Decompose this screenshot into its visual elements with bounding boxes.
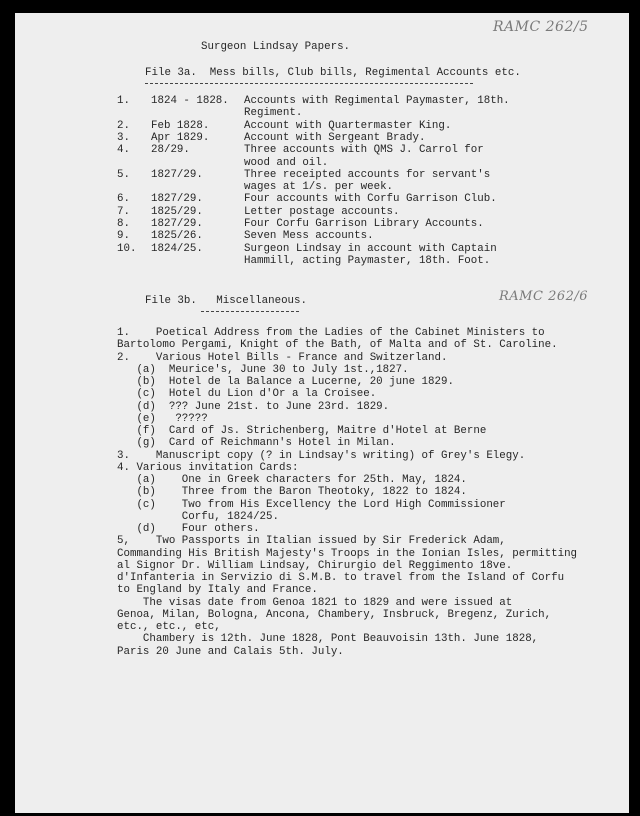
file-3b-line: 4. Various invitation Cards: <box>117 461 299 474</box>
file-3b-line: d'Infanteria in Servizio di S.M.B. to travel from the Island of Corfu <box>117 572 565 584</box>
item-number: 5. <box>117 168 130 181</box>
file-3b-line: al Signor Dr. William Lindsay, Chirurgio del Reggimento 18ve. <box>117 559 513 572</box>
file-3b-line: (d) Four others. <box>117 523 260 535</box>
item-number: 6. <box>117 193 130 206</box>
file-3b-line: (a) One in Greek characters for 25th. May, 1824. <box>117 474 467 486</box>
file-3b-line: etc., etc., etc, <box>117 621 221 633</box>
item-number: 1. <box>117 95 130 107</box>
file-3b-line: to England by Italy and France. <box>117 584 318 597</box>
file-3b-line: 3. Manuscript copy (? in Lindsay's writing) of Grey's Elegy. <box>117 449 526 462</box>
file-3b-line: Chambery is 12th. June 1828, Pont Beauvoisin 13th. June 1828, <box>117 633 539 646</box>
item-date: 28/29. <box>151 144 190 157</box>
item-number: 10. <box>117 242 137 255</box>
file-3b-heading: File 3b. Miscellaneous. <box>145 295 307 307</box>
item-description: Account with Sergeant Brady. <box>244 131 426 144</box>
item-number: 2. <box>117 119 130 132</box>
document-title: Surgeon Lindsay Papers. <box>201 41 351 53</box>
file-3b-underline <box>201 311 299 312</box>
item-description: Four Corfu Garrison Library Accounts. <box>244 218 484 230</box>
item-number: 8. <box>117 218 130 230</box>
document-page <box>15 13 629 813</box>
item-description: Regiment. <box>244 107 303 120</box>
item-description: Seven Mess accounts. <box>244 230 374 243</box>
item-number: 3. <box>117 131 130 144</box>
item-date: 1827/29. <box>151 193 203 206</box>
item-date: 1825/29. <box>151 205 203 218</box>
item-date: Apr 1829. <box>151 131 210 144</box>
item-number: 7. <box>117 205 130 218</box>
file-3b-line: (f) Card of Js. Strichenberg, Maitre d'Hotel at Berne <box>117 425 487 437</box>
file-3b-line: Bartolomo Pergami, Knight of the Bath, of Malta and of St. Caroline. <box>117 339 558 352</box>
item-date: Feb 1828. <box>151 119 210 132</box>
item-description: Letter postage accounts. <box>244 205 400 218</box>
item-number: 9. <box>117 230 130 243</box>
item-date: 1827/29. <box>151 168 203 181</box>
item-date: 1825/26. <box>151 230 203 243</box>
file-3b-line: Corfu, 1824/25. <box>117 510 279 523</box>
item-description: Hammill, acting Paymaster, 18th. Foot. <box>244 254 491 267</box>
file-3b-line: 1. Poetical Address from the Ladies of the Cabinet Ministers to <box>117 327 545 339</box>
file-3b-line: (a) Meurice's, June 30 to July 1st.,1827. <box>117 363 409 376</box>
file-3b-line: 5, Two Passports in Italian issued by Sir Frederick Adam, <box>117 535 506 548</box>
file-3b-line: 2. Various Hotel Bills - France and Switzerland. <box>117 351 448 364</box>
file-3b-line: (c) Hotel du Lion d'Or a la Croisee. <box>117 388 377 401</box>
archive-reference-top: RAMC 262/5 <box>493 19 589 35</box>
file-3b-line: Genoa, Milan, Bologna, Ancona, Chambery, Insbruck, Bregenz, Zurich, <box>117 608 552 621</box>
item-description: Three receipted accounts for servant's <box>244 168 491 181</box>
file-3b-line: (e) ????? <box>117 412 208 425</box>
archive-reference-middle: RAMC 262/6 <box>499 289 589 304</box>
file-3b-line: (d) ??? June 21st. to June 23rd. 1829. <box>117 400 390 413</box>
file-3b-line: Paris 20 June and Calais 5th. July. <box>117 645 344 658</box>
item-description: Surgeon Lindsay in account with Captain <box>244 242 497 255</box>
item-date: 1824/25. <box>151 242 203 255</box>
item-description: wages at 1/s. per week. <box>244 181 394 194</box>
item-description: Four accounts with Corfu Garrison Club. <box>244 193 497 206</box>
file-3b-line: Commanding His British Majesty's Troops in the Ionian Isles, permitting <box>117 547 578 560</box>
file-3b-line: (b) Hotel de la Balance a Lucerne, 20 june 1829. <box>117 376 454 388</box>
item-description: Three accounts with QMS J. Carrol for <box>244 144 484 157</box>
file-3a-underline <box>145 83 473 84</box>
file-3b-line: (c) Two from His Excellency the Lord High Commissioner <box>117 498 506 511</box>
file-3b-line: The visas date from Genoa 1821 to 1829 and were issued at <box>117 596 513 609</box>
item-number: 4. <box>117 144 130 157</box>
file-3b-line: (g) Card of Reichmann's Hotel in Milan. <box>117 437 396 450</box>
item-description: Accounts with Regimental Paymaster, 18th. <box>244 95 510 107</box>
file-3b-line: (b) Three from the Baron Theotoky, 1822 to 1824. <box>117 486 467 499</box>
item-description: Account with Quartermaster King. <box>244 119 452 132</box>
item-date: 1827/29. <box>151 218 203 230</box>
item-date: 1824 - 1828. <box>151 95 229 107</box>
item-description: wood and oil. <box>244 156 329 169</box>
file-3a-heading: File 3a. Mess bills, Club bills, Regimental Accounts etc. <box>145 67 521 79</box>
